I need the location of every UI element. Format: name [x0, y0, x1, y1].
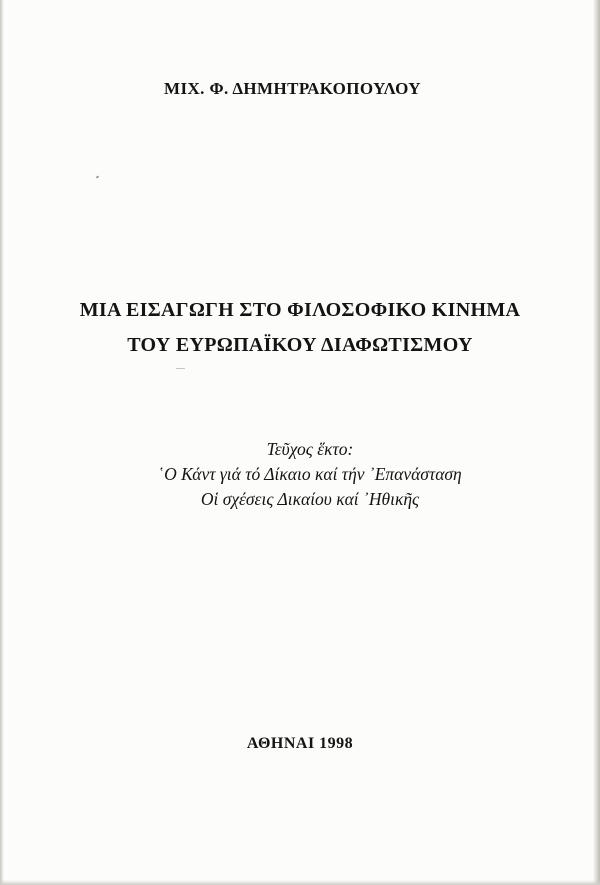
title-line-1: ΜΙΑ ΕΙΣΑΓΩΓΗ ΣΤΟ ΦΙΛΟΣΟΦΙΚΟ ΚΙΝΗΜΑ: [79, 299, 521, 321]
bottom-edge-shadow: [0, 880, 600, 885]
volume-subtitle: [0, 437, 600, 512]
subtitle-line-2: ῾Ο Κάντ γιά τό Δίκαιο καί τήν ᾿Επανάσταση: [158, 464, 462, 484]
book-title: [0, 293, 600, 363]
place-and-year: ΑΘΗΝΑΙ 1998: [246, 735, 354, 752]
subtitle-line-1: Τεῦχος ἕκτο:: [266, 439, 354, 459]
paper-speck: [176, 368, 185, 369]
subtitle-line-3: Οἱ σχέσεις Δικαίου καί ᾿Ηθικῆς: [200, 489, 420, 509]
author-name: ΜΙΧ. Φ. ΔΗΜΗΤΡΑΚΟΠΟΥΛΟΥ: [164, 79, 421, 98]
paper-speck: [96, 175, 100, 178]
title-line-2: ΤΟΥ ΕΥΡΩΠΑΪΚΟΥ ΔΙΑΦΩΤΙΣΜΟΥ: [127, 334, 473, 356]
